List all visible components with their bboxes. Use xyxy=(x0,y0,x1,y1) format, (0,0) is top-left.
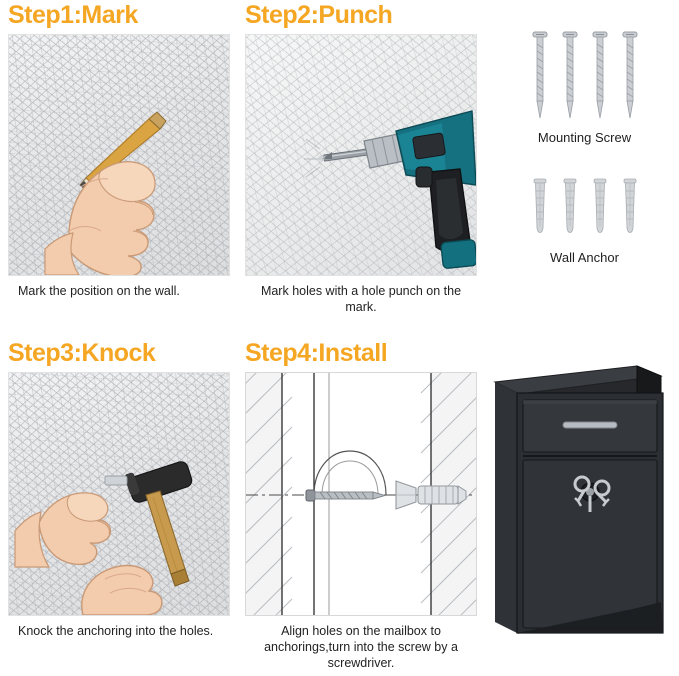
step-image-2 xyxy=(245,34,477,276)
step-caption-2: Mark holes with a hole punch on the mark. xyxy=(260,284,462,314)
wall-anchor-icon xyxy=(592,178,608,240)
drill-bit-icon xyxy=(322,149,370,161)
hardware-mounting-screw xyxy=(497,30,672,145)
wall-anchor-icon xyxy=(532,178,548,240)
step-panel-1 xyxy=(8,0,230,299)
step-panel-4 xyxy=(245,338,477,671)
step-title-2: Step2:Punch xyxy=(245,1,393,29)
step-panel-3 xyxy=(8,338,230,639)
hand-gripping-hammer xyxy=(82,566,162,615)
step-title-1: Step1:Mark xyxy=(8,1,138,29)
hardware-wall-anchor xyxy=(497,178,672,265)
drill-impact-marks xyxy=(304,139,325,177)
drill-body xyxy=(396,111,476,269)
screw-icon xyxy=(622,30,638,120)
anchor-in-wall xyxy=(105,476,127,485)
step-panel-2 xyxy=(245,0,477,315)
anchor-sleeve-in-wall xyxy=(418,486,466,504)
wall-anchor-icon xyxy=(562,178,578,240)
hardware-label-screw: Mounting Screw xyxy=(537,130,632,145)
hand-holding-anchor xyxy=(39,493,110,564)
drill-illustration xyxy=(246,35,476,275)
step-image-4 xyxy=(245,372,477,616)
screw-icon xyxy=(592,30,608,120)
hand-illustration xyxy=(69,162,155,275)
step-title-4: Step4:Install xyxy=(245,339,388,367)
screw-icon xyxy=(532,30,548,120)
screw-icon xyxy=(562,30,578,120)
wall-anchor-icon xyxy=(622,178,638,240)
hammer-illustration xyxy=(9,373,229,615)
step-image-3 xyxy=(8,372,230,616)
screw-row xyxy=(497,30,672,120)
product-mailbox xyxy=(485,360,675,645)
step-caption-3: Knock the anchoring into the holes. xyxy=(18,624,214,638)
hand-marking-illustration xyxy=(9,35,229,275)
step-caption-1: Mark the position on the wall. xyxy=(18,284,180,298)
door-handle xyxy=(563,422,617,428)
mailbox-illustration xyxy=(485,360,675,640)
anchor-row xyxy=(497,178,672,240)
step-title-3: Step3:Knock xyxy=(8,339,156,367)
screw-diagram xyxy=(306,490,385,501)
hardware-label-anchor: Wall Anchor xyxy=(550,250,619,265)
step-image-1 xyxy=(8,34,230,276)
install-cross-section-diagram xyxy=(246,373,476,615)
step-caption-4: Align holes on the mailbox to anchorings,turn into the screw by a screwdriver. xyxy=(264,624,458,670)
